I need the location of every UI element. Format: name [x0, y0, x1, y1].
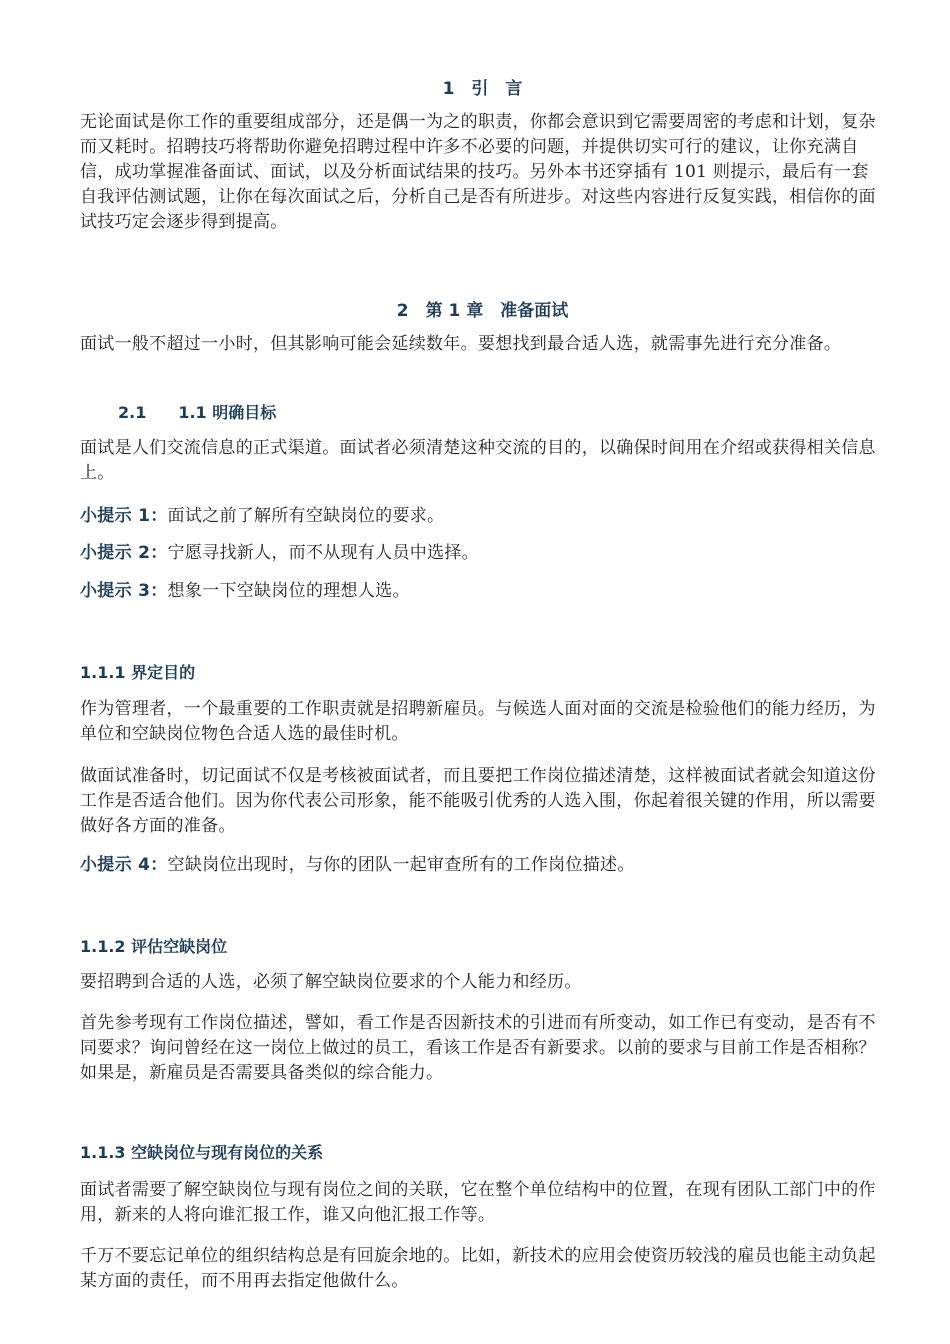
section-1-1-3-heading: 1.1.3 空缺岗位与现有岗位的关系 [80, 1143, 324, 1162]
tip-text: 宁愿寻找新人，而不从现有人员中选择。 [167, 543, 479, 563]
section-1-1-2-paragraph-2: 首先参考现有工作岗位描述，譬如，看工作是否因新技术的引进而有所变动，如工作已有变动，是否有不同要求？询问曾经在这一岗位上做过的员工，看该工作是否有新要求。以前的要求与目前工作是否相称？如果是，新雇员是否需要具备类似的综合能力。 [80, 1013, 876, 1083]
tip-4 [80, 853, 885, 878]
section-1-1-paragraph: 面试是人们交流信息的正式渠道。面试者必须清楚这种交流的目的，以确保时间用在介绍或获得相关信息上。 [80, 438, 876, 483]
tip-1 [80, 504, 885, 529]
tip-label: 小提示 3： [80, 581, 168, 601]
tip-2 [80, 541, 885, 566]
section-1-1-3-paragraph-2: 千万不要忘记单位的组织结构总是有回旋余地的。比如，新技术的应用会使资历较浅的雇员也能主动负起某方面的责任，而不用再去指定他做什么。 [80, 1246, 876, 1291]
section-1-1-1-paragraph-2: 做面试准备时，切记面试不仅是考核被面试者，而且要把工作岗位描述清楚，这样被面试者就会知道这份工作是否适合他们。因为你代表公司形象，能不能吸引优秀的人选入围，你起着很关键的作用，所以需要做好各方面的准备。 [80, 766, 876, 836]
intro-heading: 1 引 言 [442, 79, 523, 99]
tip-label: 小提示 2： [80, 543, 168, 563]
section-1-1-2-paragraph-1: 要招聘到合适的人选，必须了解空缺岗位要求的个人能力和经历。 [80, 972, 582, 992]
section-1-1-heading: 2.1 1.1 明确目标 [118, 403, 277, 422]
section-1-1-3-paragraph-1: 面试者需要了解空缺岗位与现有岗位之间的关联，它在整个单位结构中的位置，在现有团队工部门中的作用，新来的人将向谁汇报工作，谁又向他汇报工作等。 [80, 1180, 876, 1225]
tip-text: 想象一下空缺岗位的理想人选。 [167, 581, 410, 601]
tip-label: 小提示 4： [80, 855, 168, 875]
tip-label: 小提示 1： [80, 506, 168, 526]
tip-text: 空缺岗位出现时，与你的团队一起审查所有的工作岗位描述。 [167, 855, 635, 875]
tip-3 [80, 579, 885, 604]
tip-text: 面试之前了解所有空缺岗位的要求。 [167, 506, 445, 526]
section-1-1-2-heading: 1.1.2 评估空缺岗位 [80, 937, 228, 956]
intro-paragraph: 无论面试是你工作的重要组成部分，还是偶一为之的职责，你都会意识到它需要周密的考虑和计划，复杂而又耗时。招聘技巧将帮助你避免招聘过程中许多不必要的问题，并提供切实可行的建议，让你充满自信，成功掌握准备面试、面试，以及分析面试结果的技巧。另外本书还穿插有 101 则提示，最后有一套自我评估测试题，让你在每次面试之后，分析自己是否有所进步。对这些内容进行反复实践，相信你的面试技巧定会逐步得到提高。 [80, 112, 876, 232]
section-1-1-1-heading: 1.1.1 界定目的 [80, 663, 196, 682]
chapter-heading: 2 第 1 章 准备面试 [396, 301, 569, 321]
chapter-paragraph: 面试一般不超过一小时，但其影响可能会延续数年。要想找到最合适人选，就需事先进行充分准备。 [80, 334, 842, 354]
section-1-1-1-paragraph-1: 作为管理者，一个最重要的工作职责就是招聘新雇员。与候选人面对面的交流是检验他们的能力经历，为单位和空缺岗位物色合适人选的最佳时机。 [80, 699, 876, 744]
